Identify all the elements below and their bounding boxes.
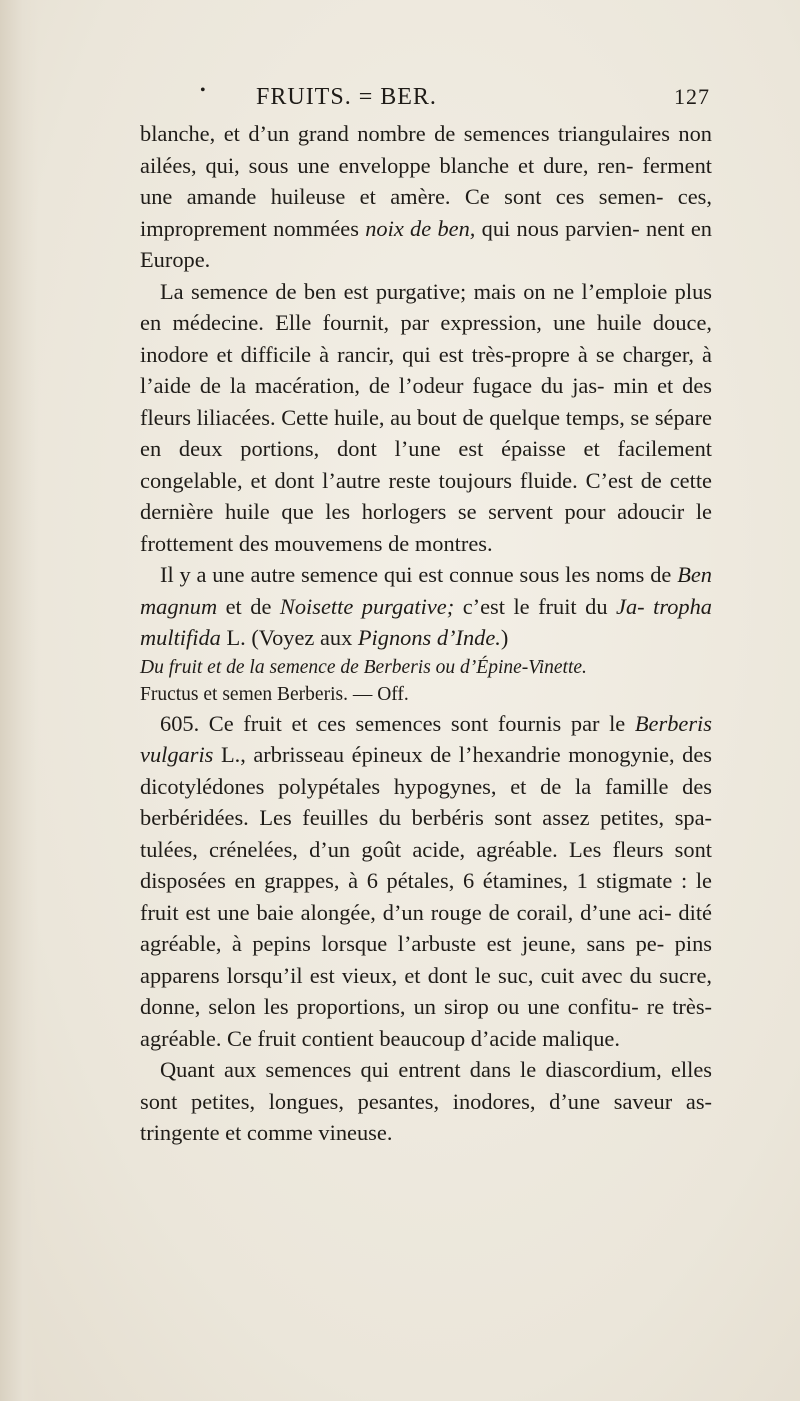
page-gutter-shadow bbox=[0, 0, 38, 1401]
section-subtitle: Fructus et semen Berberis. — Off. bbox=[140, 683, 409, 705]
paragraph-ben-oil: La semence de ben est purgative; mais on ne l’emploie plus en médecine. Elle fournit, par expression, une huile douce, inodore et difficile à rancir, qui est très-propre à se charger, à l’aide de la macération, de l’odeur fugace du jas- min et des fleurs liliacées. Cette huile, au bout de quelque temps, se sépare en deux portions, dont l’une est épaisse et facilement congelable, et dont l’autre reste toujours fluide. C’est de cette dernière huile que les horlogers se servent pour adoucir le frottement des mouvemens de montres. bbox=[140, 278, 712, 556]
section-title: Du fruit et de la semence de Berberis ou d’Épine-Vinette. bbox=[140, 656, 587, 678]
paragraph-ben-seeds: blanche, et d’un grand nombre de semences triangulaires non ailées, qui, sous une enveloppe blanche et dure, ren- ferment une amande huileuse et amère. Ce sont ces semen- ces, improprement nommées noix de ben, qui nous parvien- nent en Europe. bbox=[140, 121, 712, 272]
page-number: 127 bbox=[674, 84, 710, 109]
paragraph-berberis: 605. Ce fruit et ces semences sont fournis par le Berberis vulgaris L., arbrisseau épineux de l’hexandrie monogynie, des dicotylédones polypétales hypogynes, et de la famille des berbéridées. Les feuilles du berbéris sont assez petites, spa- tulées, crénelées, d’un goût acide, agréable. Les fleurs sont disposées en grappes, à 6 pétales, 6 étamines, 1 stigmate : le fruit est une baie alongée, d’un rouge de corail, d’une aci- dité agréable, à pepins lorsque l’arbuste est jeune, sans pe- pins apparens lorsqu’il est vieux, et dont le suc, cuit avec du sucre, donne, selon les proportions, un sirop ou une confitu- re très-agréable. Ce fruit contient beaucoup d’acide malique. bbox=[140, 710, 712, 1051]
paragraph-berberis-seeds: Quant aux semences qui entrent dans le diascordium, elles sont petites, longues, pesantes, inodores, d’une saveur as- tringente et comme vineuse. bbox=[140, 1057, 712, 1145]
header-mark: • bbox=[200, 82, 207, 99]
paragraph-ben-magnum: Il y a une autre semence qui est connue sous les noms de Ben magnum et de Noisette purgative; c’est le fruit du Ja- tropha multifida L. (Voyez aux Pignons d’Inde.) bbox=[140, 562, 712, 650]
running-header bbox=[200, 82, 710, 114]
page-body bbox=[140, 118, 712, 1149]
header-title: FRUITS. = BER. bbox=[256, 84, 437, 110]
